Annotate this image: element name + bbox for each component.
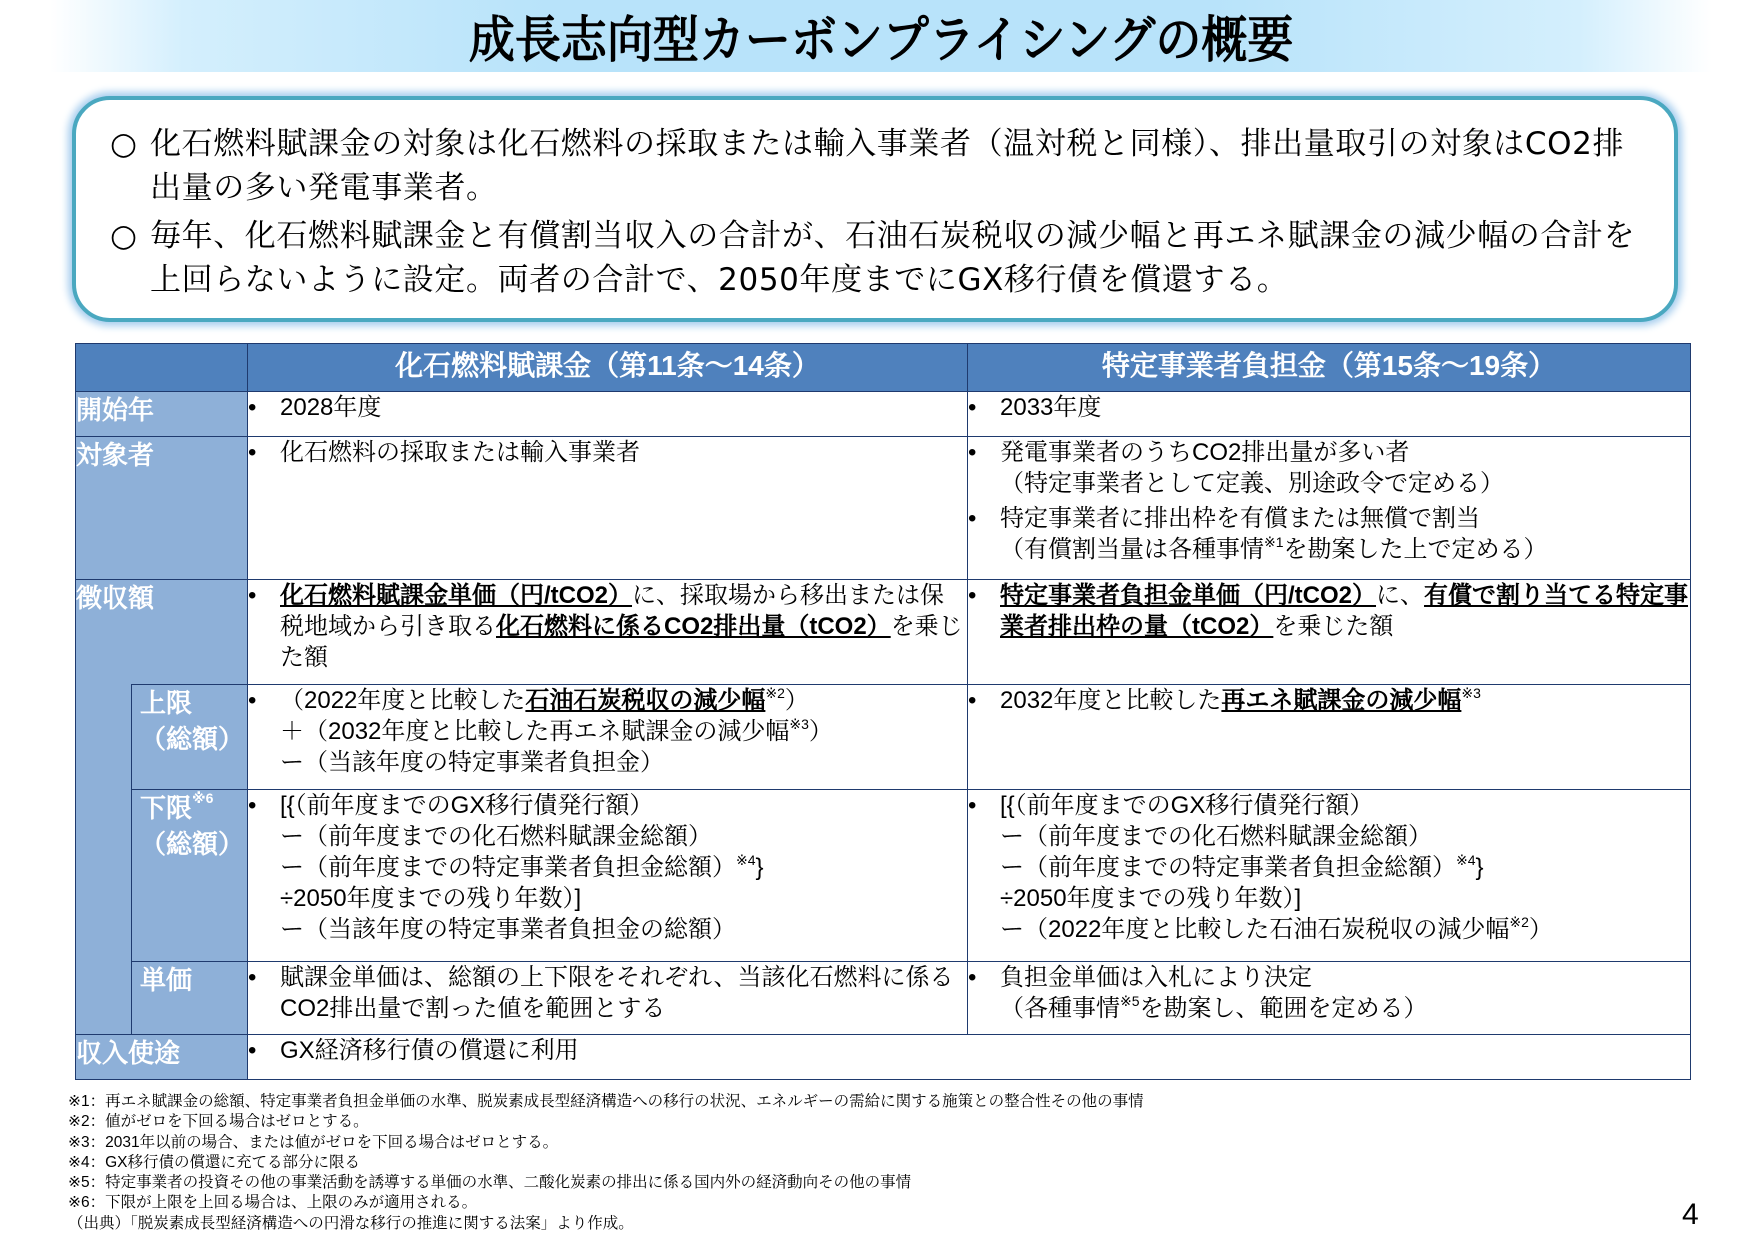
footnote: ※2：値がゼロを下回る場合はゼロとする。	[68, 1113, 369, 1131]
table-row	[76, 392, 1691, 437]
row-label-collection: 徴収額	[76, 580, 248, 685]
bullet-icon: •	[248, 792, 257, 819]
table-row	[76, 685, 1691, 790]
cell: • 負担金単価は入札により決定 （各種事情$^{※5}$を勘案し、範囲を定める）	[968, 962, 1691, 1035]
cell: • 特定事業者負担金単価（円/tCO2）に、有償で割り当てる特定事業者排出枠の量（tCO2）を乗じた額	[968, 580, 1691, 685]
bullet-icon: •	[248, 394, 257, 421]
footnote-ref: ※2	[765, 685, 785, 701]
footnotes	[68, 1092, 1468, 1234]
cell: • 賦課金単価は、総額の上下限をそれぞれ、当該化石燃料に係るCO2排出量で割った値を範囲とする	[248, 962, 968, 1035]
table-row	[76, 580, 1691, 685]
bullet-icon: •	[968, 394, 977, 421]
comparison-table	[75, 343, 1691, 1080]
bullet-icon: •	[248, 687, 257, 714]
column-header-fossil-levy: 化石燃料賦課金（第11条～14条）	[248, 344, 968, 392]
row-label-upper-limit: 上限 （総額）	[132, 685, 248, 790]
bullet-icon: •	[248, 1037, 257, 1064]
footnote: ※5：特定事業者の投資その他の事業活動を誘導する単価の水準、二酸化炭素の排出に係る国内外の経済動向その他の事情	[68, 1174, 912, 1192]
summary-item	[110, 214, 1644, 302]
bullet-icon: •	[248, 964, 257, 991]
footnote-ref: ※5	[1120, 993, 1140, 1009]
table-row	[76, 962, 1691, 1035]
footnote-ref: ※3	[789, 716, 809, 732]
footnote-ref: ※4	[736, 852, 756, 868]
cell: • GX経済移行債の償還に利用	[248, 1035, 1691, 1080]
bullet-icon: •	[968, 439, 977, 466]
summary-text: 化石燃料賦課金の対象は化石燃料の採取または輸入事業者（温対税と同様）、排出量取引の対象はCO2排出量の多い発電事業者。	[150, 126, 1625, 206]
cell: • [{（前年度までのGX移行債発行額） ー（前年度までの化石燃料賦課金総額） ー（前年度までの特定事業者負担金総額）$^{※4}$} ÷2050年度までの残り年数）] ー（当該年度の特定事業者負担金の総額）	[248, 790, 968, 962]
source-note: （出典）「脱炭素成長型経済構造への円滑な移行の推進に関する法案」より作成。	[68, 1214, 634, 1232]
footnote: ※3：2031年以前の場合、または値がゼロを下回る場合はゼロとする。	[68, 1133, 559, 1151]
bullet-icon: •	[248, 582, 257, 609]
footnote: ※4：GX移行債の償還に充てる部分に限る	[68, 1153, 361, 1171]
summary-item	[110, 122, 1644, 210]
row-label-start-year: 開始年	[76, 392, 248, 437]
table-row	[76, 1035, 1691, 1080]
row-label-target: 対象者	[76, 437, 248, 580]
footnote: ※6：下限が上限を上回る場合は、上限のみが適用される。	[68, 1194, 478, 1212]
column-header-specified-operator-charge: 特定事業者負担金（第15条～19条）	[968, 344, 1691, 392]
row-label-revenue-use: 収入使途	[76, 1035, 248, 1080]
label-spacer	[76, 685, 132, 1035]
table-row	[76, 437, 1691, 580]
table-row	[76, 790, 1691, 962]
bullet-icon: •	[968, 505, 977, 532]
footnote-ref: ※4	[1456, 852, 1476, 868]
footnote-ref: ※1	[1264, 534, 1284, 550]
cell: • 2028年度	[248, 392, 968, 437]
bullet-icon: •	[968, 687, 977, 714]
page-title: 成長志向型カーボンプライシングの概要	[468, 11, 1294, 69]
cell: • 発電事業者のうちCO2排出量が多い者 （特定事業者として定義、別途政令で定める） • 特定事業者に排出枠を有償または無償で割当 （有償割当量は各種事情$^{※1}$を勘案した上で定める）	[968, 437, 1691, 580]
summary-box	[72, 96, 1678, 322]
footnote-ref: ※6	[192, 790, 214, 806]
table-corner	[76, 344, 248, 392]
bullet-icon: •	[968, 964, 977, 991]
page-number: 4	[1682, 1198, 1699, 1231]
summary-text: 毎年、化石燃料賦課金と有償割当収入の合計が、石油石炭税収の減少幅と再エネ賦課金の減少幅の合計を上回らないように設定。両者の合計で、2050年度までにGX移行債を償還する。	[150, 218, 1636, 298]
cell: • [{（前年度までのGX移行債発行額） ー（前年度までの化石燃料賦課金総額） ー（前年度までの特定事業者負担金総額）$^{※4}$} ÷2050年度までの残り年数）] ー（2022年度と比較した石油石炭税収の減少幅$^{※2}$）	[968, 790, 1691, 962]
cell: • 化石燃料賦課金単価（円/tCO2）に、採取場から移出または保税地域から引き取る化石燃料に係るCO2排出量（tCO2）を乗じた額	[248, 580, 968, 685]
footnote: ※1：再エネ賦課金の総額、特定事業者負担金単価の水準、脱炭素成長型経済構造への移行の状況、エネルギーの需給に関する施策との整合性その他の事情	[68, 1093, 1144, 1110]
cell: • （2022年度と比較した石油石炭税収の減少幅$^{※2}$） ＋（2032年度と比較した再エネ賦課金の減少幅$^{※3}$） ー（当該年度の特定事業者負担金）	[248, 685, 968, 790]
row-label-lower-limit: 下限$^{※6}$ （総額）	[132, 790, 248, 962]
cell: • 2033年度	[968, 392, 1691, 437]
bullet-icon: •	[248, 439, 257, 466]
row-label-unit-price: 単価	[132, 962, 248, 1035]
footnote-ref: ※3	[1461, 685, 1481, 701]
bullet-icon: •	[968, 792, 977, 819]
table-header-row	[76, 344, 1691, 392]
cell: • 2032年度と比較した再エネ賦課金の減少幅$^{※3}$	[968, 685, 1691, 790]
circle-bullet-icon: ○	[110, 126, 138, 162]
circle-bullet-icon: ○	[110, 218, 138, 254]
bullet-icon: •	[968, 582, 977, 609]
title-banner	[50, 0, 1712, 72]
footnote-ref: ※2	[1509, 914, 1529, 930]
cell: • 化石燃料の採取または輸入事業者	[248, 437, 968, 580]
